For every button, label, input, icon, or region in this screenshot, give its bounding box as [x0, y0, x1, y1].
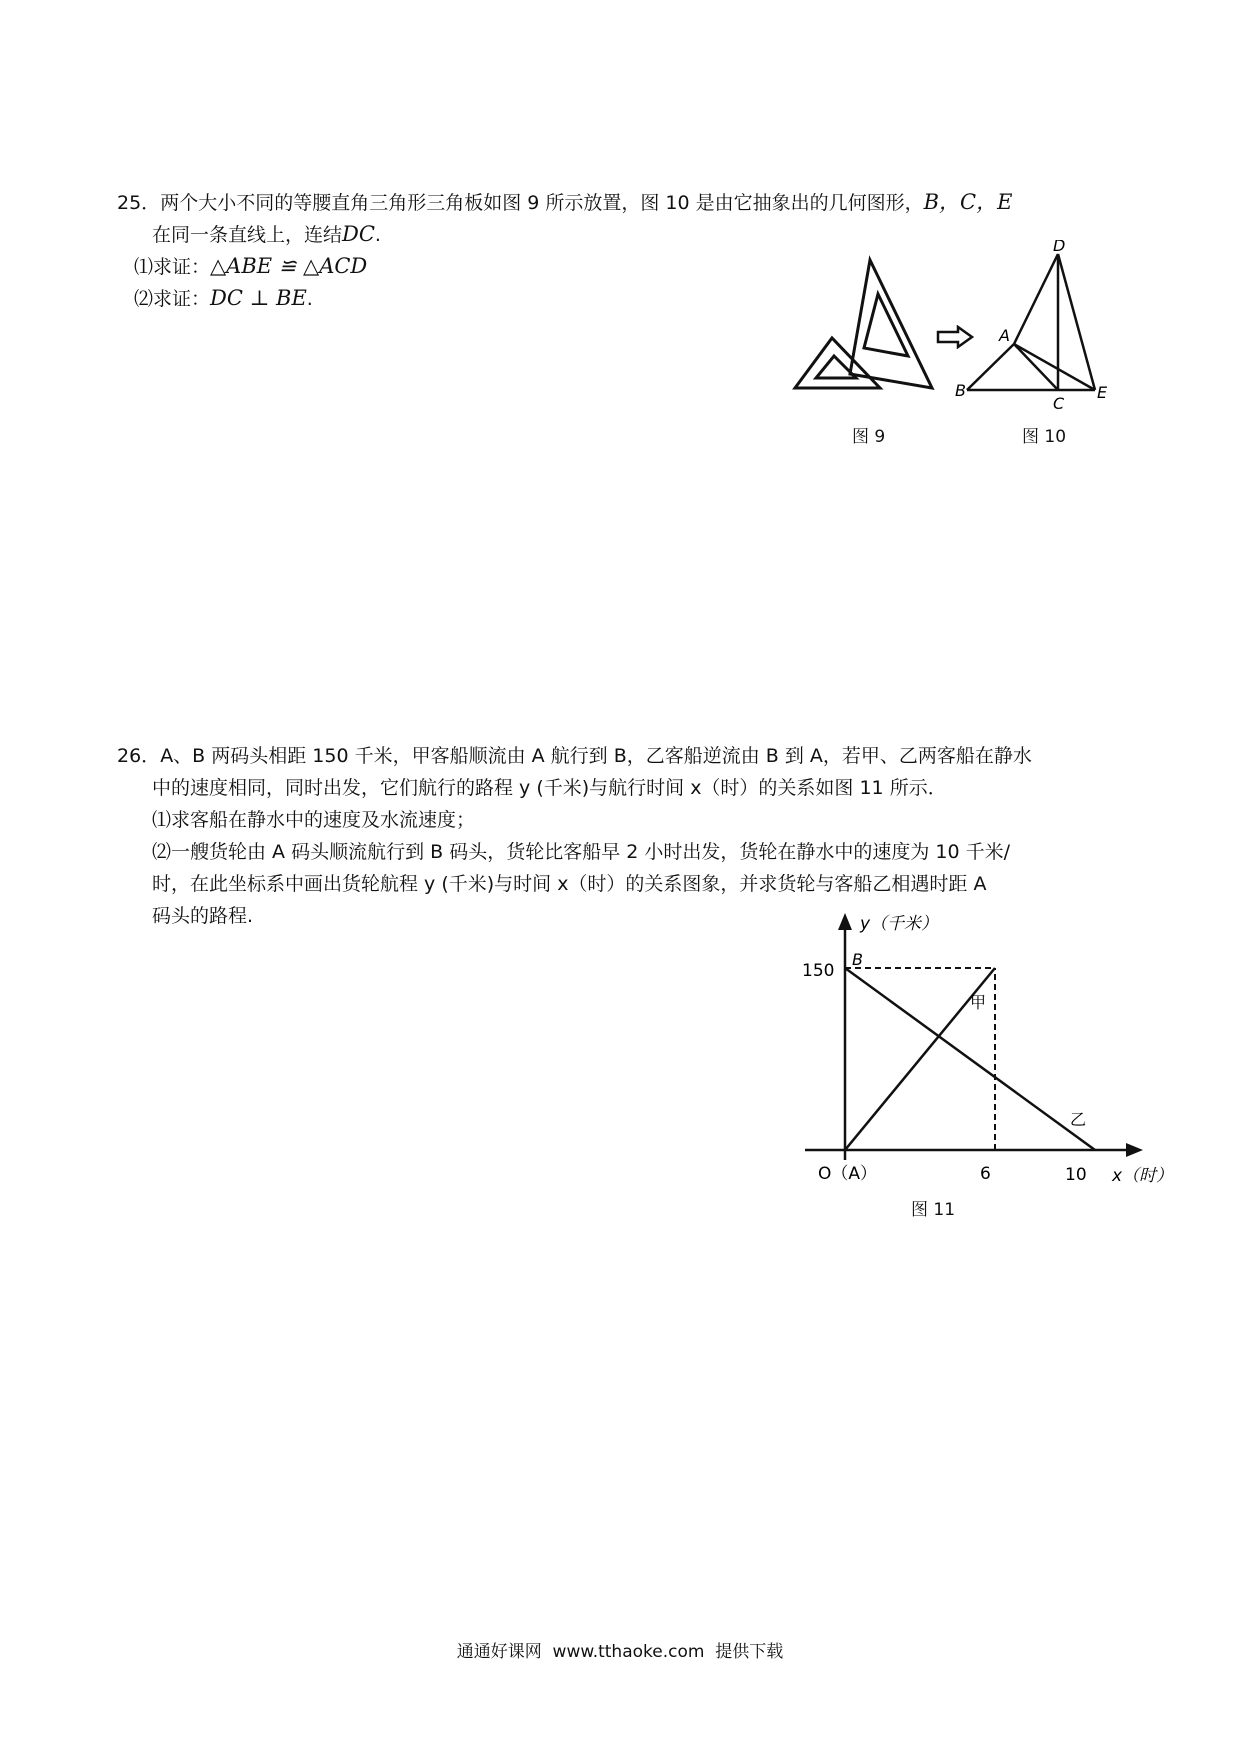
point-e-label: E — [1097, 383, 1108, 402]
point-b-label: B — [852, 950, 863, 969]
q25-part2-end: . — [306, 288, 313, 310]
q26-line1 — [117, 740, 1127, 772]
q25-part2-math: DC ⊥ BE — [210, 286, 307, 310]
y-axis-label: y（千米） — [860, 914, 939, 934]
figure9-diagram — [790, 250, 940, 400]
figure10-diagram — [955, 240, 1125, 410]
point-b-label: B — [955, 381, 966, 400]
q26-part1: ⑴求客船在静水中的速度及水流速度； — [152, 809, 476, 831]
figure9-caption: 图 9 — [852, 427, 886, 447]
q26-line1-text: A、B 两码头相距 150 千米，甲客船顺流由 A 航行到 B，乙客船逆流由 B 到 A，若甲、乙两客船在静水 — [160, 745, 1032, 767]
y-axis — [838, 913, 852, 1160]
x-axis-label: x（时） — [1112, 1166, 1174, 1186]
x-tick-6: 6 — [980, 1164, 991, 1184]
figure10-caption: 图 10 — [1022, 427, 1067, 447]
series-yi-label: 乙 — [1070, 1110, 1087, 1129]
x-axis-arrow-icon — [1126, 1143, 1143, 1157]
q26-part2-line1: ⑵一艘货轮由 A 码头顺流航行到 B 码头，货轮比客船早 2 小时出发，货轮在静水中的速度为 10 千米/ — [152, 841, 1011, 863]
q25-line2-math: DC — [342, 222, 375, 246]
q26-part2-line3: 码头的路程. — [152, 905, 254, 927]
figure11-chart — [800, 905, 1200, 1195]
q25-part2 — [134, 282, 313, 315]
point-a-label: A — [999, 326, 1010, 345]
q25-line2-end: . — [374, 224, 381, 246]
point-c-label: C — [1053, 394, 1065, 410]
q25-part1-math: △ABE ≌ △ACD — [210, 254, 368, 278]
y-axis-arrow-icon — [838, 913, 852, 930]
q26-part2-line2: 时，在此坐标系中画出货轮航程 y (千米)与时间 x（时）的关系图象，并求货轮与客船乙相遇时距 A — [152, 873, 987, 895]
small-triangle-outer — [795, 338, 880, 388]
q25-line1 — [117, 186, 1117, 219]
q25-part2-label: ⑵求证： — [134, 288, 211, 310]
x-axis — [805, 1143, 1143, 1157]
y-tick-150: 150 — [802, 961, 835, 981]
q25-line2-text: 在同一条直线上，连结 — [152, 224, 343, 246]
q25-part1 — [134, 250, 367, 283]
page-footer: 通通好课网 www.tthaoke.com 提供下载 — [456, 1642, 784, 1662]
series-jia-label: 甲 — [970, 993, 987, 1012]
q25-line2 — [152, 218, 381, 251]
q25-number: 25． — [117, 192, 161, 214]
q25-line1-text: 两个大小不同的等腰直角三角形三角板如图 9 所示放置，图 10 是由它抽象出的几何图形， — [160, 192, 924, 214]
figure11-caption: 图 11 — [911, 1200, 956, 1220]
point-d-label: D — [1053, 240, 1066, 255]
x-tick-10: 10 — [1065, 1165, 1087, 1185]
q25-points: B，C，E — [923, 190, 1013, 214]
q26-line2: 中的速度相同，同时出发，它们航行的路程 y (千米)与航行时间 x（时）的关系如图 11 所示． — [152, 777, 947, 799]
q25-part1-label: ⑴求证： — [134, 256, 211, 278]
origin-label: O（A） — [818, 1164, 878, 1184]
q26-number: 26． — [117, 745, 161, 767]
